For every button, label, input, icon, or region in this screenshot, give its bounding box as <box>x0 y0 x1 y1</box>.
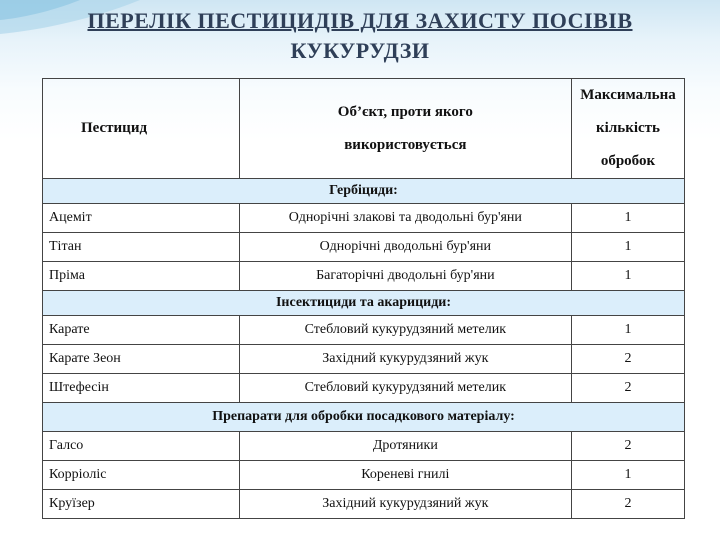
treatment-count: 2 <box>572 374 685 403</box>
header-pesticide: Пестицид <box>43 79 240 179</box>
target-object: Західний кукурудзяний жук <box>239 490 571 519</box>
pesticide-name: Корріоліс <box>43 461 240 490</box>
pesticide-name: Галсо <box>43 432 240 461</box>
table-row <box>43 374 685 403</box>
treatment-count: 1 <box>572 204 685 233</box>
target-object: Однорічні дводольні бур'яни <box>239 233 571 262</box>
table-row <box>43 345 685 374</box>
treatment-count: 2 <box>572 432 685 461</box>
section-label: Інсектициди та акарициди: <box>43 291 685 316</box>
section-row-insecticides <box>43 291 685 316</box>
target-object: Стебловий кукурудзяний метелик <box>239 374 571 403</box>
treatment-count: 1 <box>572 461 685 490</box>
title-line-1: ПЕРЕЛІК ПЕСТИЦИДІВ ДЛЯ ЗАХИСТУ ПОСІВІВ <box>87 8 633 33</box>
section-label: Препарати для обробки посадкового матеріалу: <box>43 403 685 432</box>
target-object: Західний кукурудзяний жук <box>239 345 571 374</box>
treatment-count: 1 <box>572 233 685 262</box>
treatment-count: 2 <box>572 490 685 519</box>
section-label: Гербіциди: <box>43 179 685 204</box>
pesticide-name: Карате Зеон <box>43 345 240 374</box>
target-object: Стебловий кукурудзяний метелик <box>239 316 571 345</box>
table-row <box>43 233 685 262</box>
treatment-count: 1 <box>572 316 685 345</box>
treatment-count: 2 <box>572 345 685 374</box>
pesticide-table <box>42 78 685 519</box>
pesticide-name: Круїзер <box>43 490 240 519</box>
treatment-count: 1 <box>572 262 685 291</box>
pesticide-name: Ацеміт <box>43 204 240 233</box>
pesticide-name: Тітан <box>43 233 240 262</box>
pesticide-name: Пріма <box>43 262 240 291</box>
pesticide-name: Карате <box>43 316 240 345</box>
section-row-herbicides <box>43 179 685 204</box>
table-row <box>43 461 685 490</box>
target-object: Однорічні злакові та дводольні бур'яни <box>239 204 571 233</box>
header-object: Об’єкт, проти якого використовується <box>239 79 571 179</box>
table-row <box>43 490 685 519</box>
header-max-treatments: Максимальна кількість обробок <box>572 79 685 179</box>
target-object: Багаторічні дводольні бур'яни <box>239 262 571 291</box>
table-row <box>43 316 685 345</box>
title-line-2: КУКУРУДЗИ <box>290 38 430 63</box>
target-object: Дротяники <box>239 432 571 461</box>
table-row <box>43 432 685 461</box>
section-row-seed-treatment <box>43 403 685 432</box>
page-title <box>40 6 680 66</box>
target-object: Кореневі гнилі <box>239 461 571 490</box>
table-header-row <box>43 79 685 179</box>
table-row <box>43 204 685 233</box>
table-row <box>43 262 685 291</box>
pesticide-name: Штефесін <box>43 374 240 403</box>
